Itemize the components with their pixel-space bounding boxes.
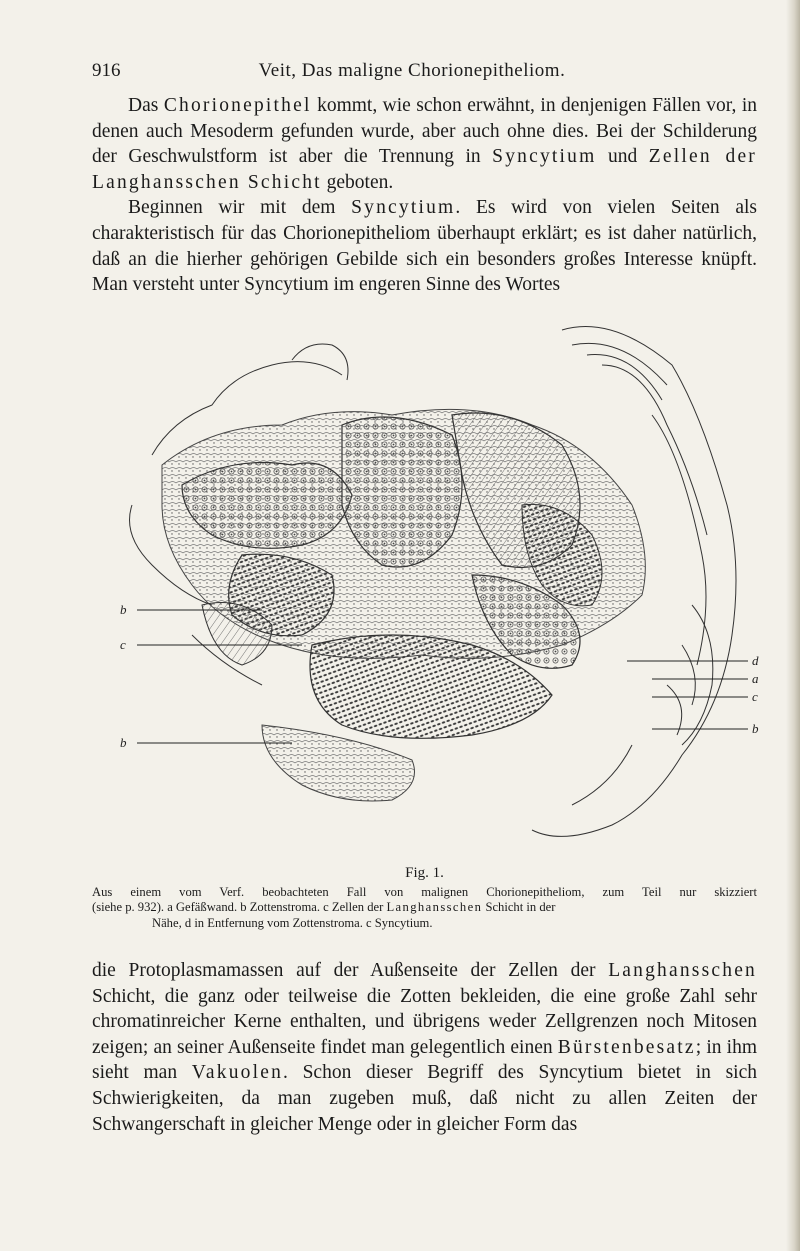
caption-line xyxy=(92,900,757,916)
text-run: die Protoplasmamassen auf der Außenseite der Zellen der xyxy=(92,960,609,981)
paragraph xyxy=(92,195,757,297)
spaced-term: Zellen der Langhansschen Schicht xyxy=(92,146,757,193)
figure-caption xyxy=(92,866,757,931)
label-b-left-upper: b xyxy=(120,602,127,617)
figure-title: Fig. 1. xyxy=(405,865,444,881)
label-c-right: c xyxy=(752,689,758,704)
caption-line: Aus einem vom Verf. beobachteten Fall von malignen Chorionepitheliom, zum Teil nur skizziert xyxy=(92,884,757,899)
tissue-mass xyxy=(162,409,645,801)
page-number: 916 xyxy=(92,60,121,81)
body-text-top xyxy=(92,93,757,298)
paragraph xyxy=(92,93,757,195)
spaced-term: Bürstenbesatz xyxy=(557,1036,696,1058)
text-run: (siehe p. 932). a Gefäßwand. b Zottenstroma. c Zellen der xyxy=(92,900,387,914)
histology-figure xyxy=(92,305,772,865)
paragraph xyxy=(92,958,757,1137)
spaced-term: Vakuolen xyxy=(191,1062,284,1084)
running-title: Veit, Das maligne Chorionepitheliom. xyxy=(258,60,566,81)
page-edge xyxy=(786,0,800,1251)
text-run: ; in ihm sieht man xyxy=(92,1036,757,1084)
histology-drawing xyxy=(92,305,772,865)
text-run: und xyxy=(596,146,649,168)
text-run: Schicht, die ganz oder teilweise die Zotten bekleiden, die eine große Zahl sehr chromatinreicher Kerne enthalten, und übrigens weder Zellgrenzen noch Mitosen zeigen; an seiner Außenseite findet man gelegentlich einen xyxy=(92,985,757,1058)
label-b-right: b xyxy=(752,721,759,736)
text-run: kommt, wie schon erwähnt, in denjenigen Fällen vor, in denen auch Mesoderm gefunden wurde, aber auch ohne dies. Bei der Schilderung der Geschwulstform ist aber die Trennung in xyxy=(92,95,758,168)
spaced-term: Chorionepithel xyxy=(163,95,312,116)
spaced-term: Syncytium xyxy=(351,197,456,219)
label-a-right: a xyxy=(752,671,759,686)
spaced-term: Syncytium xyxy=(492,146,597,168)
text-run: Beginnen wir mit dem xyxy=(128,197,352,219)
body-text-bottom xyxy=(92,958,757,1137)
running-head xyxy=(92,60,732,84)
spaced-term: Langhansschen xyxy=(608,960,757,981)
text-run: Schicht in der xyxy=(482,900,556,914)
text-run: geboten. xyxy=(321,171,394,193)
text-run: Das xyxy=(128,95,164,116)
spaced-term: Langhansschen xyxy=(386,900,483,914)
label-d-right: d xyxy=(752,653,759,668)
text-run: . Es wird von vielen Seiten als charakteristisch für das Chorionepitheliom überhaupt erklärt; es ist daher natürlich, daß an die hierher gehörigen Gebilde sich ein besonders großes Interesse knüpft. Man versteht unter Syncytium im engeren Sinne des Wortes xyxy=(92,197,757,296)
label-c-left: c xyxy=(120,637,126,652)
text-run: . Schon dieser Begriff des Syncytium bietet in sich Schwierigkeiten, da man zugeben muß, daß nicht zu allen Zeiten der Schwangerschaft in gleicher Menge oder in gleicher Form das xyxy=(92,1062,757,1135)
label-b-left-lower: b xyxy=(120,735,127,750)
caption-line: Nähe, d in Entfernung vom Zottenstroma. c Syncytium. xyxy=(152,915,433,930)
